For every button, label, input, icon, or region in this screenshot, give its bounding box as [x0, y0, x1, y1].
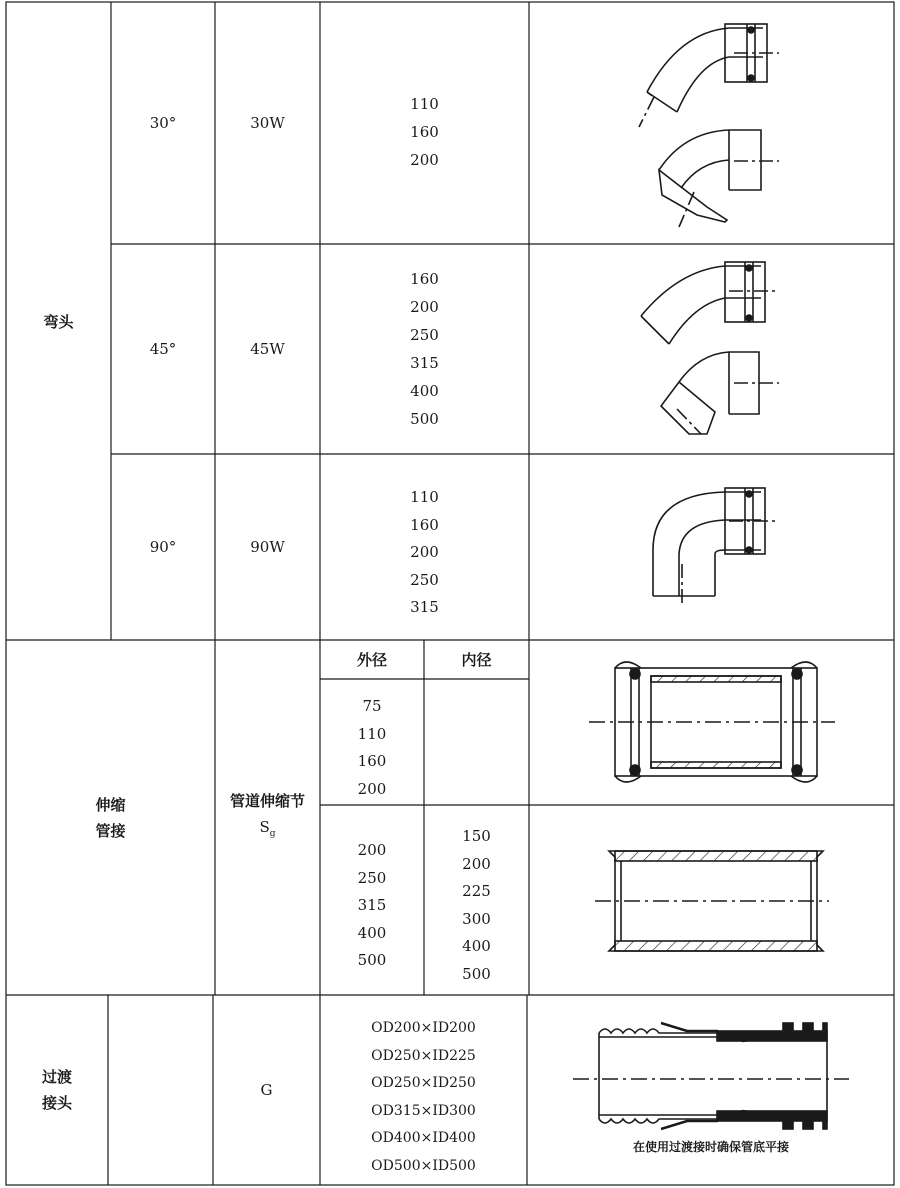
size-value: 160 [410, 270, 439, 288]
size-value: 315 [410, 354, 439, 372]
size-value: 160 [357, 752, 387, 770]
size-value: 315 [357, 896, 387, 914]
size-value: 110 [410, 488, 439, 506]
expansion-joint-drawing-2 [529, 805, 894, 995]
size-value: 200 [410, 298, 439, 316]
size-value: OD315×ID300 [371, 1102, 476, 1119]
size-value: OD250×ID225 [371, 1047, 476, 1064]
elbow-45-angle: 45° [149, 339, 177, 358]
transition-code: G [260, 1080, 273, 1099]
size-value: 200 [462, 854, 491, 873]
elbow-90-code: 90W [250, 537, 285, 556]
size-value: 400 [410, 382, 439, 400]
expansion-group2-id [424, 805, 529, 995]
expansion-group2-od [320, 805, 424, 995]
elbow-45-drawing [529, 244, 894, 454]
size-value: 110 [410, 95, 439, 113]
size-value: 500 [357, 951, 387, 969]
header-outer-diameter: 外径 [356, 651, 387, 669]
elbow-30-code: 30W [250, 113, 285, 132]
transition-caption: 在使用过渡接时确保管底平接 [632, 1140, 789, 1154]
size-value: OD500×ID500 [371, 1157, 476, 1174]
elbow-90-drawing [529, 454, 894, 640]
size-value: 315 [410, 598, 439, 616]
size-value: 200 [410, 151, 439, 169]
size-value: 200 [410, 543, 439, 561]
elbow-45-sizes [320, 244, 529, 454]
size-value: 160 [410, 515, 439, 534]
size-value: OD200×ID200 [371, 1020, 476, 1036]
elbow-30-angle: 30° [149, 113, 177, 132]
size-value: 75 [362, 697, 382, 715]
size-value: 225 [462, 882, 491, 900]
size-value: 300 [462, 909, 491, 928]
category-elbow: 弯头 [43, 312, 74, 331]
elbow-90-sizes [320, 454, 529, 640]
elbow-30-sizes [320, 2, 529, 244]
size-value: 400 [357, 923, 387, 942]
transition-empty-cell [108, 995, 213, 1185]
size-value: 110 [357, 724, 387, 743]
size-value: 400 [462, 937, 491, 955]
size-value: 150 [462, 827, 491, 845]
size-value: 500 [410, 410, 439, 428]
elbow-90-angle: 90° [149, 537, 177, 556]
elbow-45-code: 45W [250, 339, 285, 358]
expansion-name: 管道伸缩节 $S_g$ [229, 792, 305, 839]
transition-joint-drawing [527, 995, 894, 1135]
expansion-joint-drawing-1 [529, 640, 894, 805]
size-value: 500 [462, 964, 491, 983]
size-value: 160 [410, 123, 439, 141]
expansion-group1-od [320, 679, 424, 805]
header-inner-diameter: 内径 [461, 651, 492, 669]
category-transition: 过渡 接头 [41, 1068, 72, 1112]
size-value: 250 [357, 868, 387, 887]
category-expansion: 伸缩 管接 [95, 795, 126, 840]
size-value: 250 [410, 326, 439, 344]
elbow-30-drawing [529, 2, 894, 244]
size-value: 200 [357, 779, 387, 798]
size-value: 200 [357, 841, 387, 859]
size-value: 250 [410, 570, 439, 589]
size-value: OD400×ID400 [371, 1130, 476, 1146]
size-value: OD250×ID250 [371, 1075, 476, 1091]
transition-sizes [320, 995, 527, 1185]
